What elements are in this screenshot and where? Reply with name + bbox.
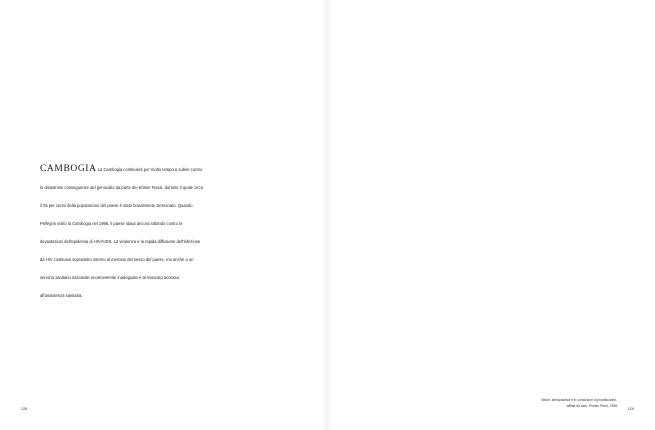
page-number-left: 128 — [21, 407, 28, 411]
country-body-text: La Cambogia continuerà per molto tempo a subire contro lo disastrose conseguenze del genocidio da parte dei Khmer Rossi, durante il quale circa il 25 per cento della popolazione del paese è stato brutalmente sterminato. Quando Pellegrin visitò la Cambogia nel 1998, il paese stava ancora lottando contro le devastazioni dell'epidemia di HIV/AIDS. La virulenza e la rapida diffusione dell'infezione da HIV costituiva soprattutto interno al mercato del sesso del paese, ma anche a un servizio sanitario nazionale enormemente inadeguato e al mancato accesso all'assistenza sanitaria. — [40, 167, 203, 298]
page-number-right: 129 — [627, 407, 634, 411]
country-title: CAMBOGIA — [40, 164, 97, 174]
left-page — [0, 0, 327, 430]
caption-line-1: Ninan, sieropositiva e in condizione di prostituzione, — [541, 398, 617, 402]
country-text-block — [40, 158, 203, 302]
right-page — [327, 0, 655, 430]
caption-line-2: afflitta da aids, Phnom Penh, 1998 — [566, 404, 617, 409]
country-paragraph — [40, 158, 203, 302]
photo-caption — [497, 397, 617, 409]
